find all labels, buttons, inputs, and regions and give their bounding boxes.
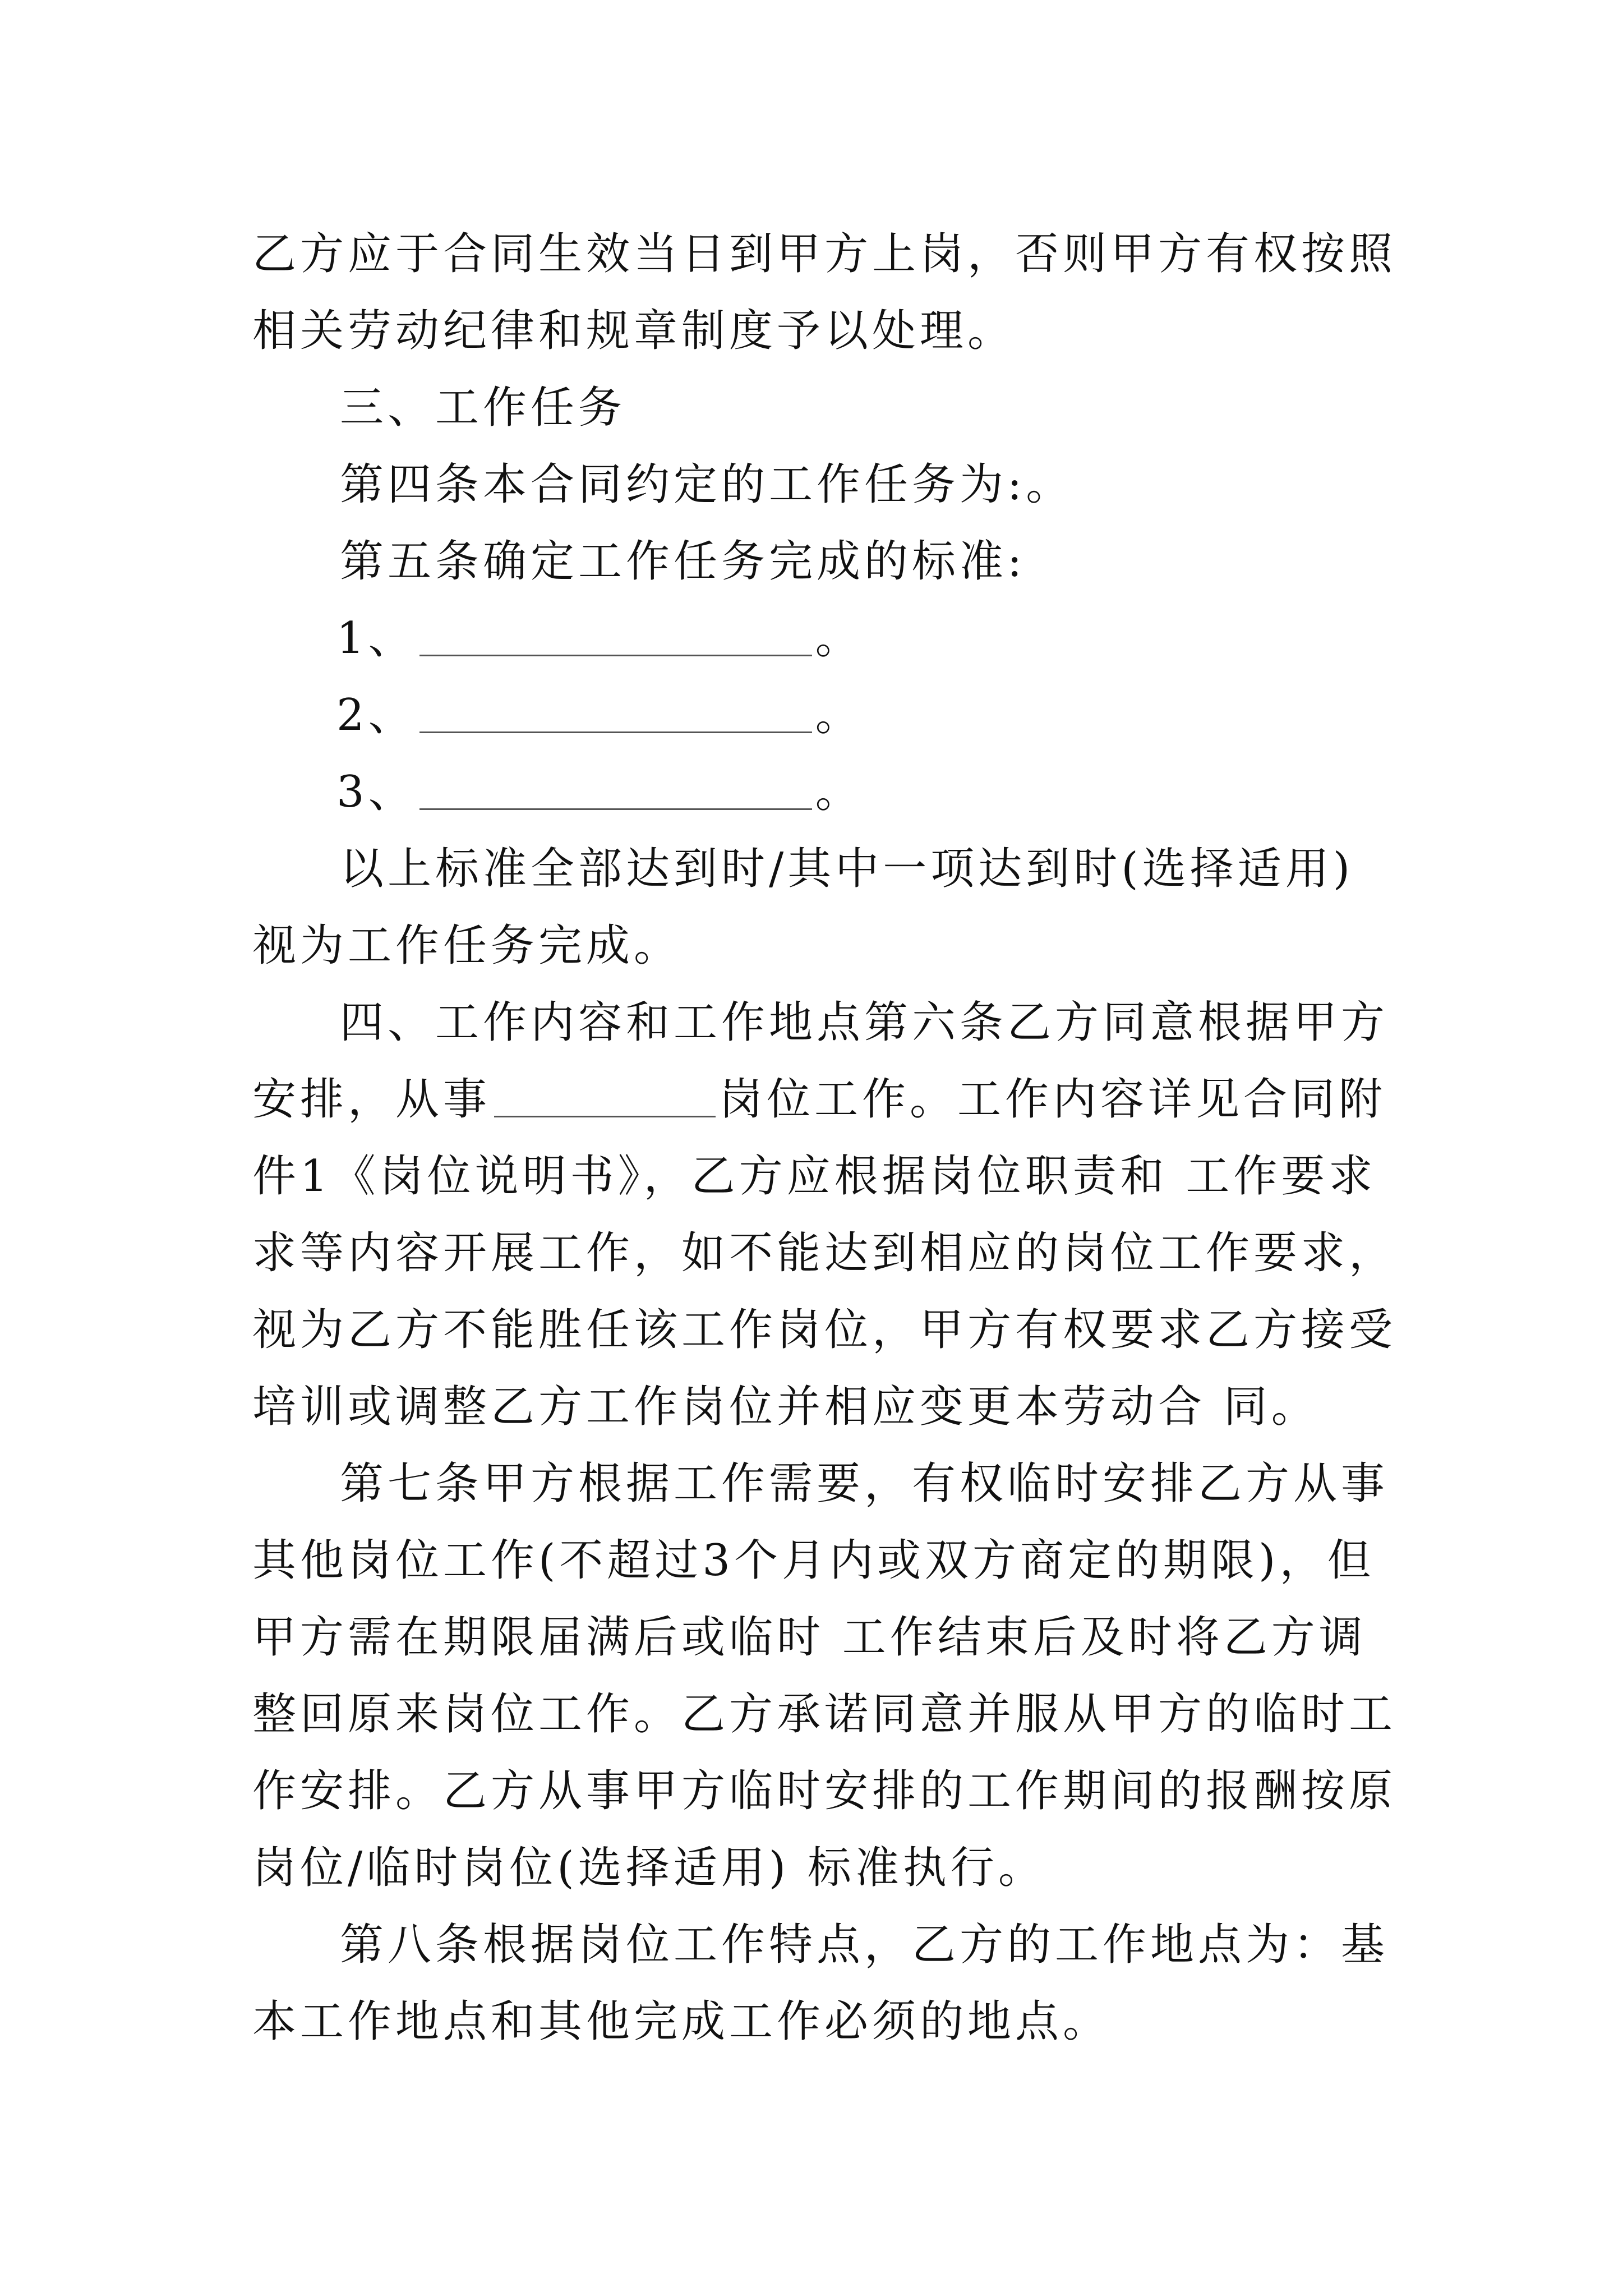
item-end: 。 [815, 767, 863, 817]
paragraph-standard-completion: 以上标准全部达到时/其中一项达到时(选择适用)视为工作任务完成。 [252, 844, 1354, 971]
article-4: 第四条本合同约定的工作任务为:。 [340, 459, 1074, 510]
section4-intro: 四、工作内容和工作地点第六条乙方同意根据甲方安排， [252, 997, 1389, 1125]
section-title-work-tasks: 三、工作任务 [340, 383, 626, 433]
fill-in-blank[interactable] [419, 615, 812, 656]
standard-item-3 [252, 754, 1396, 831]
document-page [252, 216, 1396, 2060]
art6-from: 从事 [395, 1074, 491, 1125]
article-5: 第五条确定工作任务完成的标准: [340, 536, 1026, 587]
fill-in-blank[interactable] [419, 769, 812, 810]
standard-item-1 [252, 600, 1396, 677]
item-number: 3、 [336, 767, 416, 817]
item-number: 1、 [336, 613, 416, 664]
article-8: 第八条根据岗位工作特点，乙方的工作地点为：基本工作地点和其他完成工作必须的地点。 [252, 1920, 1389, 2047]
paragraph-report-to-work: 乙方应于合同生效当日到甲方上岗，否则甲方有权按照相关劳动纪律和规章制度予以处理。 [252, 229, 1397, 356]
item-end: 。 [815, 690, 863, 740]
article-6 [252, 984, 1396, 1446]
position-blank[interactable] [494, 1076, 716, 1117]
art6-rest: 岗位工作。工作内容详见合同附件1《岗位说明书》，乙方应根据岗位职责和 工作要求求等内容开展工作，如不能达到相应的岗位工作要求，视为乙方不能胜任该工作岗位，甲方有权要求乙方接受培训或调整乙方工作岗位并相应变更本劳动合 同。 [252, 1074, 1397, 1432]
standard-item-2 [252, 677, 1396, 754]
item-end: 。 [815, 613, 863, 664]
item-number: 2、 [336, 690, 416, 740]
article-7: 第七条甲方根据工作需要，有权临时安排乙方从事其他岗位工作(不超过3个月内或双方商定的期限)，但甲方需在期限届满后或临时 工作结束后及时将乙方调整回原来岗位工作。乙方承诺同意并服从甲方的临时工作安排。乙方从事甲方临时安排的工作期间的报酬按原岗位/临时岗位(选择适用) 标准执行。 [252, 1458, 1397, 1893]
fill-in-blank[interactable] [419, 692, 812, 733]
